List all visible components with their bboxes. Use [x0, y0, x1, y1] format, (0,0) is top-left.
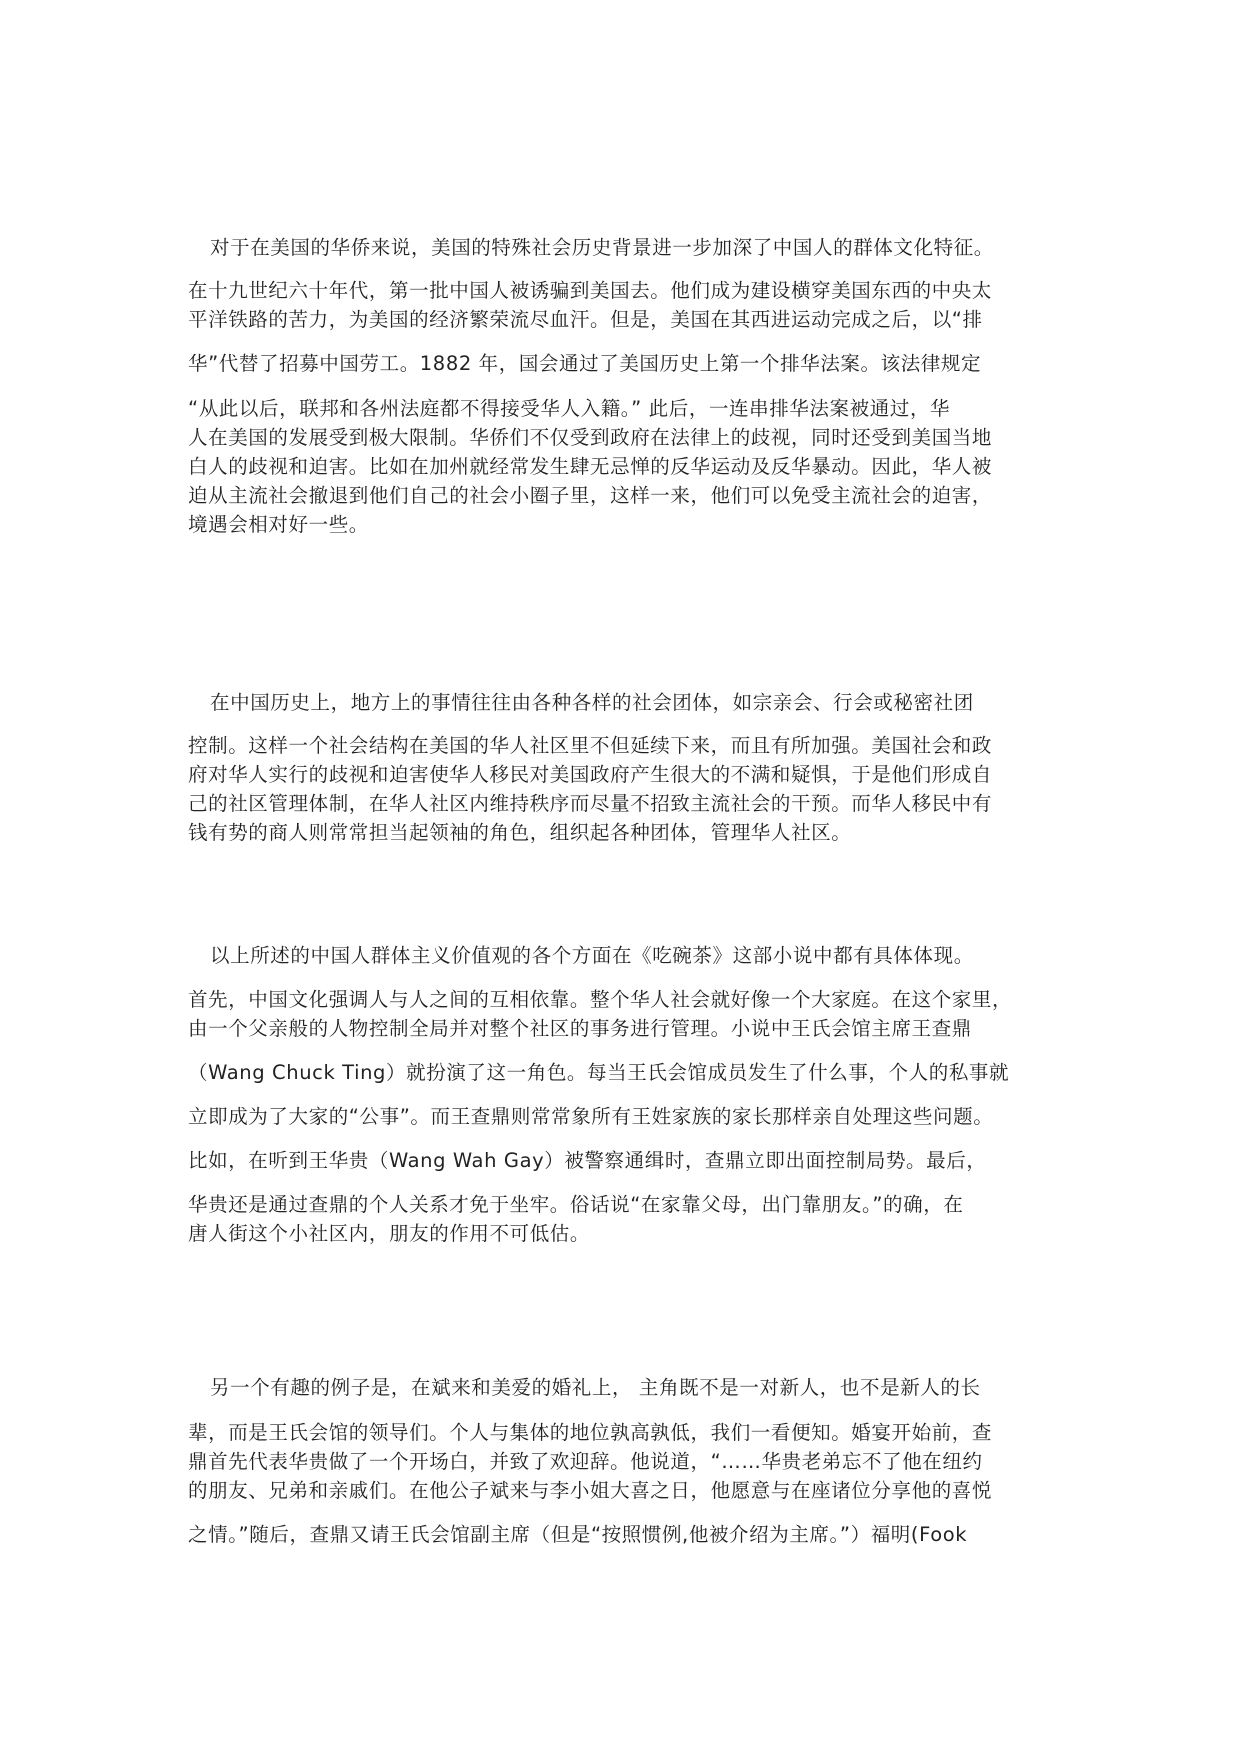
- text-line: 府对华人实行的歧视和迫害使华人移民对美国政府产生很大的不满和疑惧，于是他们形成自: [188, 763, 993, 786]
- text-line: 华”代替了招募中国劳工。1882 年，国会通过了美国历史上第一个排华法案。该法律规定: [188, 352, 982, 375]
- text-line: 在中国历史上，地方上的事情往往由各种各样的社会团体，如宗亲会、行会或秘密社团: [210, 691, 974, 714]
- text-line: 由一个父亲般的人物控制全局并对整个社区的事务进行管理。小说中王氏会馆主席王查鼎: [188, 1017, 972, 1040]
- text-line: 的朋友、兄弟和亲戚们。在他公子斌来与李小姐大喜之日，他愿意与在座诸位分享他的喜悦: [188, 1479, 993, 1502]
- text-line: 境遇会相对好一些。: [188, 513, 369, 536]
- text-line: 人在美国的发展受到极大限制。华侨们不仅受到政府在法律上的歧视，同时还受到美国当地: [188, 426, 993, 449]
- text-line: “从此以后，联邦和各州法庭都不得接受华人入籍。” 此后，一连串排华法案被通过，华: [188, 397, 951, 420]
- text-line: 钱有势的商人则常常担当起领袖的角色，组织起各种团体，管理华人社区。: [188, 821, 852, 844]
- text-line: 唐人街这个小社区内，朋友的作用不可低估。: [188, 1222, 591, 1245]
- text-line: 之情。”随后，查鼎又请王氏会馆副主席（但是“按照惯例,他被介绍为主席。”）福明(Fook: [188, 1523, 968, 1546]
- text-line: 控制。这样一个社会结构在美国的华人社区里不但延续下来，而且有所加强。美国社会和政: [188, 734, 993, 757]
- text-line: 对于在美国的华侨来说，美国的特殊社会历史背景进一步加深了中国人的群体文化特征。: [210, 236, 994, 259]
- text-line: 鼎首先代表华贵做了一个开场白，并致了欢迎辞。他说道，“……华贵老弟忘不了他在纽约: [188, 1450, 983, 1473]
- text-line: 白人的歧视和迫害。比如在加州就经常发生肆无忌惮的反华运动及反华暴动。因此，华人被: [188, 455, 993, 478]
- text-line: 首先，中国文化强调人与人之间的互相依靠。整个华人社会就好像一个大家庭。在这个家里，: [188, 988, 1013, 1011]
- text-line: 平洋铁路的苦力，为美国的经济繁荣流尽血汗。但是，美国在其西进运动完成之后，以“排: [188, 308, 983, 331]
- text-line: 另一个有趣的例子是，在斌来和美爱的婚礼上， 主角既不是一对新人，也不是新人的长: [210, 1376, 981, 1399]
- text-line: 华贵还是通过查鼎的个人关系才免于坐牢。俗话说“在家靠父母，出门靠朋友。”的确，在: [188, 1193, 964, 1216]
- text-line: 己的社区管理体制，在华人社区内维持秩序而尽量不招致主流社会的干预。而华人移民中有: [188, 792, 993, 815]
- text-line: 比如，在听到王华贵（Wang Wah Gay）被警察通缉时，查鼎立即出面控制局势。最后，: [188, 1149, 987, 1172]
- text-line: 迫从主流社会撤退到他们自己的社会小圈子里，这样一来，他们可以免受主流社会的迫害，: [188, 484, 993, 507]
- text-line: 在十九世纪六十年代，第一批中国人被诱骗到美国去。他们成为建设横穿美国东西的中央太: [188, 279, 993, 302]
- text-line: 辈，而是王氏会馆的领导们。个人与集体的地位孰高孰低，我们一看便知。婚宴开始前，查: [188, 1421, 993, 1444]
- text-line: 以上所述的中国人群体主义价值观的各个方面在《吃碗茶》这部小说中都有具体体现。: [210, 944, 974, 967]
- text-line: 立即成为了大家的“公事”。而王查鼎则常常象所有王姓家族的家长那样亲自处理这些问题。: [188, 1105, 994, 1128]
- text-line: （Wang Chuck Ting）就扮演了这一角色。每当王氏会馆成员发生了什么事，个人的私事就: [188, 1061, 1010, 1084]
